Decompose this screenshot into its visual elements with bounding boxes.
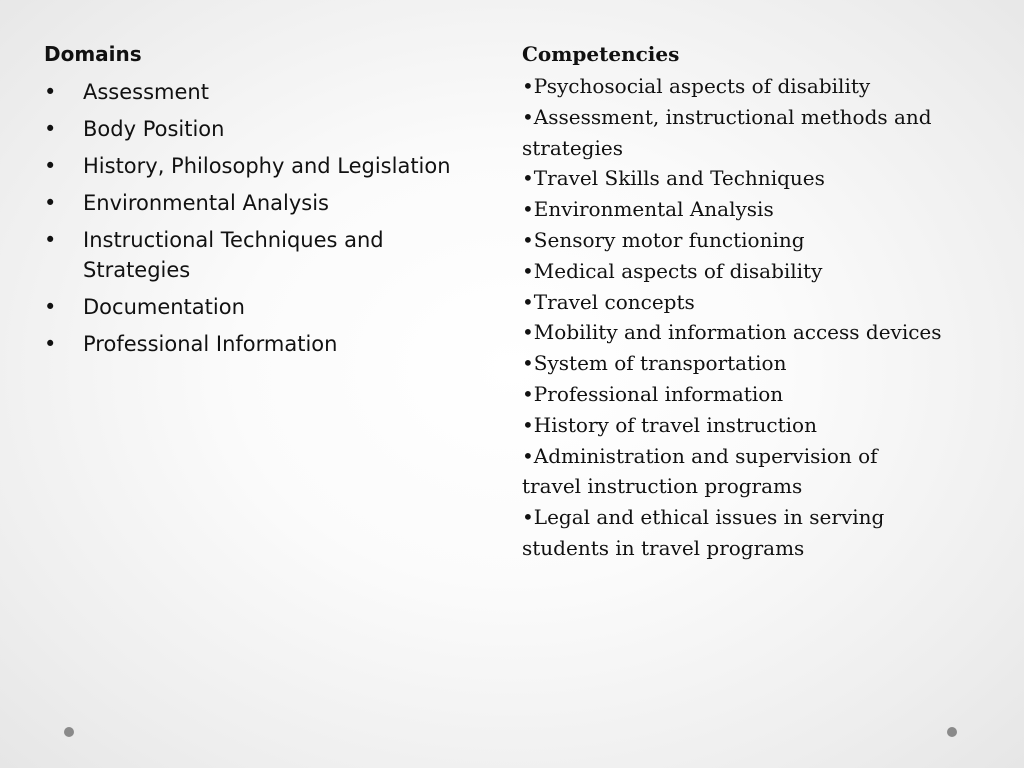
competency-item: •Psychosocial aspects of disability — [522, 74, 871, 98]
bullet-icon: • — [44, 191, 57, 215]
domains-list — [44, 77, 464, 359]
competency-item: •Environmental Analysis — [522, 197, 774, 222]
domain-item-label: Environmental Analysis — [83, 191, 329, 215]
domain-item-label: Assessment — [83, 80, 209, 104]
domains-heading: Domains — [44, 42, 142, 66]
competency-item: •Assessment, instructional methods and strategies — [522, 104, 932, 160]
domain-item — [44, 77, 464, 107]
bullet-icon: • — [44, 154, 57, 178]
competency-item: •Mobility and information access devices — [522, 320, 942, 345]
domain-item-label: Documentation — [83, 295, 245, 319]
competency-item: •Medical aspects of disability — [522, 258, 823, 283]
competency-item: •Legal and ethical issues in serving students in travel programs — [522, 505, 885, 560]
competencies-heading: Competencies — [522, 42, 680, 66]
domains-column — [44, 40, 464, 366]
competency-item: •Travel Skills and Techniques — [522, 166, 825, 191]
domain-item-label: Instructional Techniques and Strategies — [83, 228, 384, 282]
competencies-column — [522, 40, 942, 564]
domain-item — [44, 188, 464, 218]
decorative-dot-icon — [947, 727, 957, 737]
competency-item: •Travel concepts — [522, 289, 695, 314]
competency-item: •Administration and supervision of travel instruction programs — [522, 443, 878, 499]
bullet-icon: • — [44, 80, 57, 104]
domain-item — [44, 329, 464, 359]
domain-item-label: Body Position — [83, 117, 225, 141]
bullet-icon: • — [44, 295, 57, 319]
domain-item — [44, 292, 464, 322]
domain-item-label: Professional Information — [83, 332, 338, 356]
competency-item: •Sensory motor functioning — [522, 227, 805, 252]
domain-item — [44, 114, 464, 144]
competency-item: •System of transportation — [522, 351, 787, 376]
bullet-icon: • — [44, 228, 57, 252]
competencies-list — [522, 71, 942, 564]
competency-item: •Professional information — [522, 381, 784, 406]
bullet-icon: • — [44, 332, 57, 356]
domain-item — [44, 151, 464, 181]
decorative-dot-icon — [64, 727, 74, 737]
domain-item-label: History, Philosophy and Legislation — [83, 154, 451, 178]
domain-item — [44, 225, 464, 285]
bullet-icon: • — [44, 117, 57, 141]
competency-item: •History of travel instruction — [522, 412, 817, 437]
